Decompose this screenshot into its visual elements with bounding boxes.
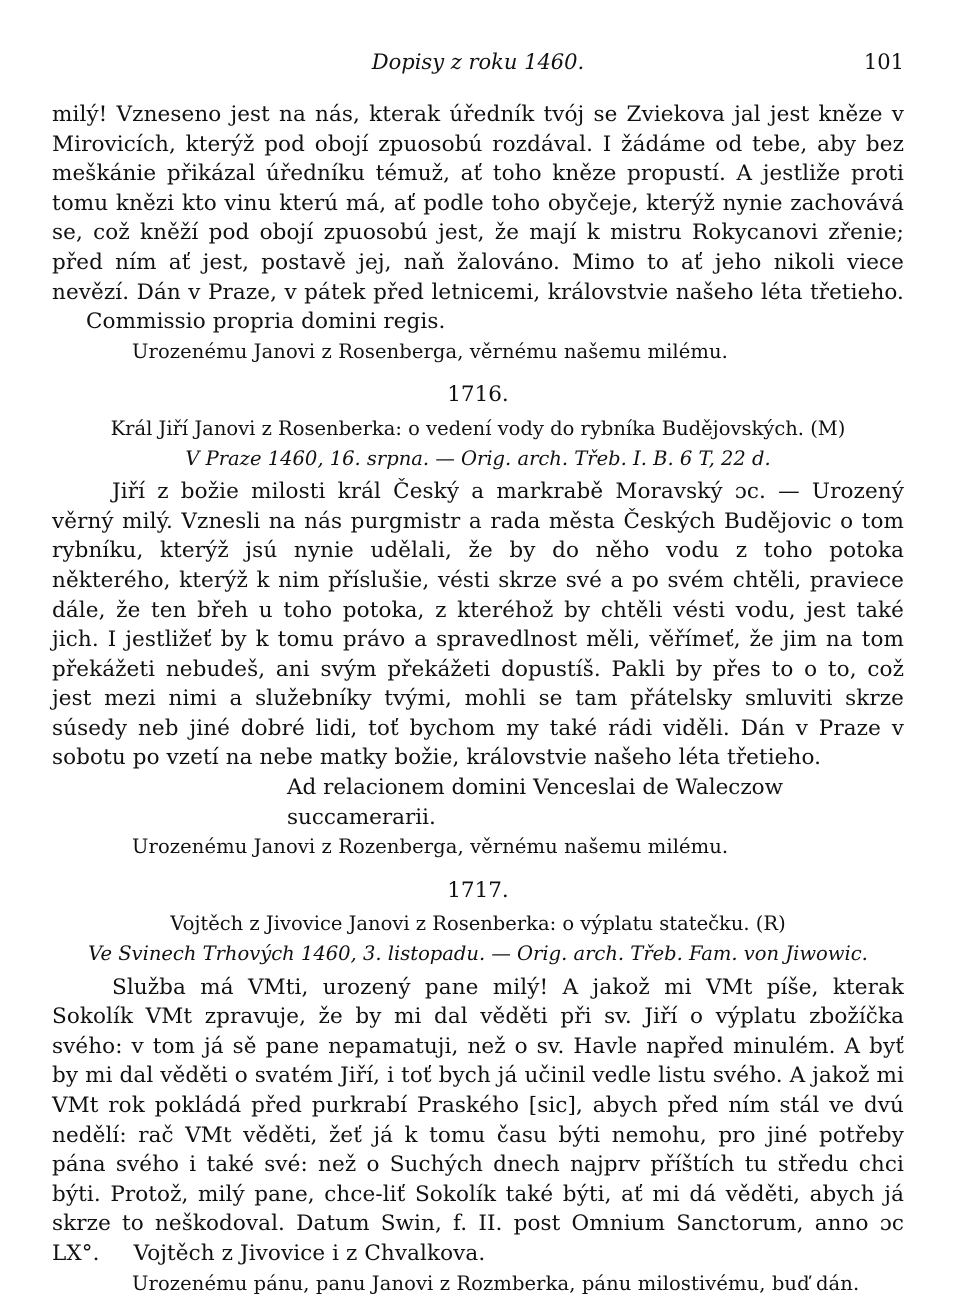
page-number: 101 bbox=[863, 50, 904, 74]
document-title: Král Jiří Janovi z Rosenberka: o vedení vody do rybníka Budějovských. (M) bbox=[110, 416, 846, 440]
document-source: V Praze 1460, 16. srpna. — Orig. arch. Třeb. I. B. 6 T, 22 d. bbox=[185, 446, 771, 470]
letter-body-text: milý! Vzneseno jest na nás, kterak úředník tvój se Zviekova jal jest kněze v Mirovicích, kterýž pod obojí zpuosobú rozdával. I žádáme od tebe, aby bez meškánie přikázal úředníku témuž, ať toho kněze propustí. A jestliže proti tomu knězi kto vinu kterú má, ať podle toho obyčeje, kterýž nynie zachovává se, což kněží pod obojí zpuosobú jest, že mají k mistru Rokycanovi zřenie; před ním ať jest, postavě jej, naň žalováno. Mimo to ať jeho nikoli viece nevězí. Dán v Praze, v pátek před letnicemi, královstvie našeho léta třetieho. bbox=[52, 102, 904, 305]
document-title: Vojtěch z Jivovice Janovi z Rosenberka: o výplatu statečku. (R) bbox=[170, 912, 786, 936]
letter-address: Urozenému pánu, panu Janovi z Rozmberka, pánu milostivému, buď dán. bbox=[132, 1271, 860, 1295]
running-title: Dopisy z roku 1460. bbox=[371, 50, 585, 74]
document-number: 1716. bbox=[447, 382, 509, 408]
document-1717 bbox=[52, 876, 904, 1298]
commissio-note: Commissio propria domini regis. bbox=[86, 309, 446, 335]
page-header bbox=[52, 50, 904, 80]
document-1716 bbox=[52, 380, 904, 862]
letter-body-text: Služba má VMti, urozený pane milý! A jakož mi VMt píše, kterak Sokolík VMt zpravuje, že by mi dal věděti při sv. Jiří o výplatu zbožíčka svého: v tom já sě pane nepamatuji, než o sv. Havle napřed minulém. A byť by mi dal věděti o svatém Jiří, i toť bych já učinil vedle listu svého. A jakož mi VMt rok pokládá před purkrabí Praského [sic], abych před ním stál ve dvú nedělí: rač VMt věděti, žeť já k tomu času býti nemohu, pro jiné potřeby pána svého i také své: než o Suchých dnech najprv příštích tu středu chci býti. Protož, milý pane, chce-liť Sokolík také býti, ať mi dá věděti, abych já skrze to neškodoval. Datum Swin, f. II. post Omnium Sanctorum, anno ɔc LX°. bbox=[52, 974, 904, 1266]
letter-body: Jiří z božie milosti král Český a markrabě Moravský ɔc. — Urozený věrný milý. Vznesli na nás purgmistr a rada města Českých Budějovic o tom rybníku, kterýž jsú nynie udělali, že by do něho vodu z toho potoka některého, kterýž k nim příslušie, vésti skrze své a po svém chtěli, praviece dále, že ten břeh u toho potoka, z kteréhož by chtěli vésti vodu, jest také jich. I jestližeť by k tomu právo a spravedlnost měli, věřímeť, že jim na tom překážeti nebudeš, ani svým překážeti dopustíš. Pakli by přes to o to, což jest mezi nimi a služebníky tvými, mohli se tam přátelsky smluviti skrze súsedy neb jiné dobré lidi, toť bychom my také rádi viděli. Dán v Praze v sobotu po vzetí na nebe matky božie, královstvie našeho léta třetieho. bbox=[52, 479, 904, 771]
letter-address: Urozenému Janovi z Rozenberga, věrnému našemu milému. bbox=[132, 835, 729, 859]
document-source: Ve Svinech Trhových 1460, 3. listopadu. — Orig. arch. Třeb. Fam. von Jiwowic. bbox=[88, 942, 868, 966]
document-number: 1717. bbox=[447, 877, 509, 903]
previous-letter-continuation bbox=[52, 100, 904, 366]
letter-body bbox=[52, 100, 904, 337]
letter-address: Urozenému Janovi z Rosenberga, věrnému našemu milému. bbox=[132, 339, 728, 363]
letter-body bbox=[52, 973, 904, 1269]
letter-signature: Vojtěch z Jivovice i z Chvalkova. bbox=[133, 1240, 486, 1266]
relation-note: Ad relacionem domini Venceslai de Waleczow succamerarii. bbox=[287, 775, 784, 830]
page-text bbox=[52, 100, 904, 1298]
